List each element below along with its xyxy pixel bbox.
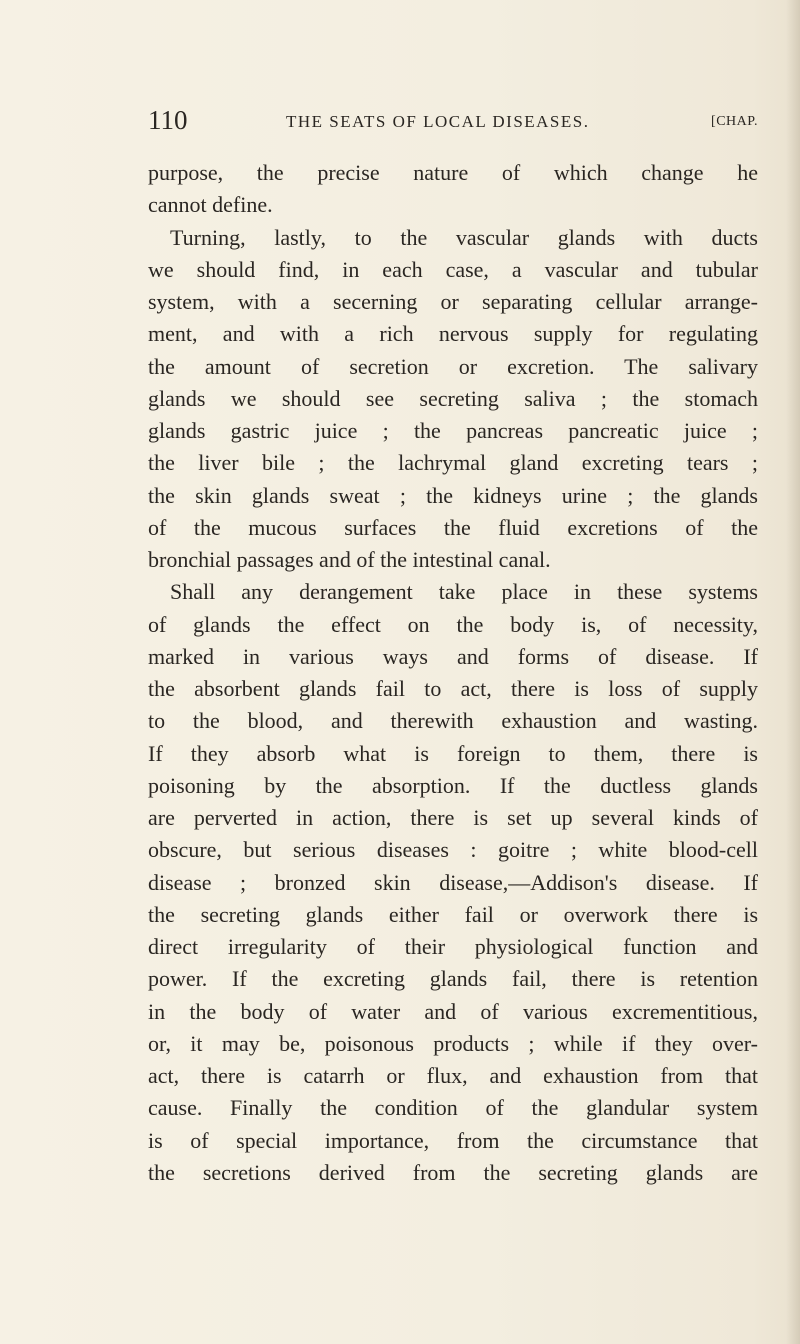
text-line: to the blood, and therewith exhaustion and wasting. [148, 708, 758, 734]
text-line: direct irregularity of their physiological function and [148, 934, 758, 959]
body-text [148, 157, 758, 1189]
text-line: act, there is catarrh or flux, and exhaustion from that [148, 1063, 758, 1088]
text-line: poisoning by the absorption. If the ductless glands [148, 772, 758, 798]
text-line: the absorbent glands fail to act, there is loss of supply [148, 676, 758, 701]
text-line: are perverted in action, there is set up several kinds of [148, 805, 758, 830]
text-line: purpose, the precise nature of which change he [148, 160, 758, 185]
text-line: marked in various ways and forms of disease. If [148, 643, 758, 669]
text-line: the liver bile ; the lachrymal gland excreting tears ; [148, 450, 758, 476]
text-line: the secreting glands either fail or overwork there is [148, 901, 758, 927]
text-line: of glands the effect on the body is, of necessity, [148, 611, 758, 637]
page-edge-shadow [786, 0, 800, 1344]
text-line: we should find, in each case, a vascular and tubular [148, 256, 758, 282]
text-line: power. If the excreting glands fail, there is retention [148, 966, 758, 992]
page-header [148, 104, 758, 136]
text-line: Shall any derangement take place in these systems [170, 579, 758, 605]
text-line: cause. Finally the condition of the glandular system [148, 1095, 758, 1121]
text-line: If they absorb what is foreign to them, there is [148, 740, 758, 766]
text-line: disease ; bronzed skin disease,—Addison's disease. If [148, 869, 758, 895]
text-line: cannot define. [148, 192, 273, 218]
text-line: the secretions derived from the secreting glands are [148, 1159, 758, 1185]
text-line: or, it may be, poisonous products ; while if they over- [148, 1030, 758, 1056]
text-line: glands we should see secreting saliva ; the stomach [148, 385, 758, 411]
text-line: ment, and with a rich nervous supply for regulating [148, 321, 758, 347]
text-line: glands gastric juice ; the pancreas pancreatic juice ; [148, 418, 758, 443]
text-line: Turning, lastly, to the vascular glands with ducts [170, 224, 758, 250]
page-number: 110 [148, 105, 188, 135]
chapter-mark: [CHAP. [711, 114, 758, 129]
text-line: in the body of water and of various excrementitious, [148, 998, 758, 1024]
text-line: is of special importance, from the circumstance that [148, 1127, 758, 1153]
text-line: obscure, but serious diseases : goitre ; white blood-cell [148, 837, 758, 863]
text-line: bronchial passages and of the intestinal canal. [148, 547, 551, 572]
text-line: the amount of secretion or excretion. The salivary [148, 353, 758, 379]
text-line: system, with a secerning or separating cellular arrange- [148, 289, 758, 314]
running-head: THE SEATS OF LOCAL DISEASES. [286, 112, 590, 131]
text-line: the skin glands sweat ; the kidneys urine ; the glands [148, 482, 758, 508]
text-line: of the mucous surfaces the fluid excretions of the [148, 514, 758, 540]
